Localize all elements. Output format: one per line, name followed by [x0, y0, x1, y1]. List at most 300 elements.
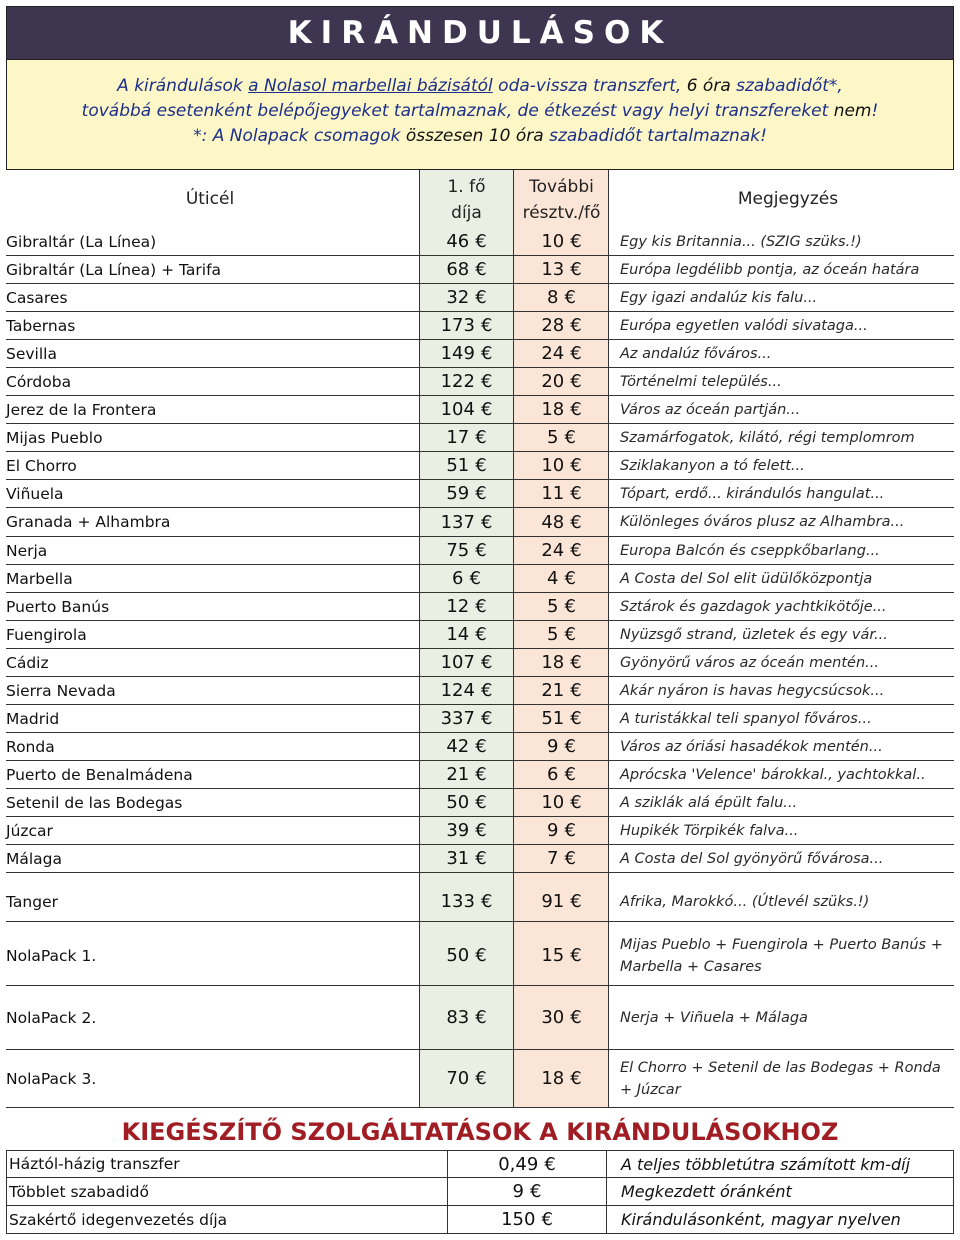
euro-icon: € — [570, 399, 582, 420]
price-extra — [514, 396, 609, 423]
euro-icon: € — [475, 231, 487, 252]
euro-icon: € — [564, 596, 576, 617]
destination-name — [6, 705, 416, 732]
table-row — [6, 508, 954, 537]
trip-note — [620, 1050, 954, 1107]
destination-text: NolaPack 1. — [6, 946, 97, 965]
destination-text: Granada + Alhambra — [6, 513, 171, 531]
price-first-value: 137 — [440, 511, 475, 533]
price-extra — [514, 733, 609, 760]
price-first-value: 337 — [440, 708, 475, 729]
trip-note — [620, 256, 954, 283]
price-extra-value: 91 — [541, 891, 565, 912]
service-name — [9, 1178, 149, 1205]
page-title: KIRÁNDULÁSOK — [287, 15, 673, 51]
destination-name — [6, 761, 416, 788]
price-extra-value: 18 — [541, 652, 565, 673]
price-extra-value: 7 — [547, 848, 559, 869]
euro-icon: € — [475, 848, 487, 869]
destination-name — [6, 565, 416, 592]
price-extra — [514, 1050, 609, 1107]
destination-name — [6, 228, 416, 255]
euro-icon: € — [564, 568, 576, 589]
destination-text: El Chorro — [6, 456, 77, 475]
service-name-text: Szakértő idegenvezetés díja — [9, 1210, 228, 1229]
price-extra — [514, 508, 609, 536]
service-note-text: Kirándulásonként, magyar nyelven — [621, 1210, 901, 1229]
price-first-value: 42 — [446, 736, 470, 757]
price-first-value: 31 — [446, 848, 470, 869]
service-note — [621, 1151, 910, 1177]
price-first — [419, 256, 514, 283]
price-first — [419, 1050, 514, 1107]
intro-highlight: összesen 10 óra — [405, 126, 544, 146]
price-extra — [514, 256, 609, 283]
price-extra — [514, 761, 609, 788]
trip-note-text: Tópart, erdő... kirándulós hangulat... — [620, 485, 885, 502]
trip-note-text: Európa egyetlen valódi sivataga... — [620, 317, 868, 334]
euro-icon: € — [475, 1068, 487, 1089]
price-extra-value: 51 — [541, 708, 565, 729]
service-note — [621, 1206, 901, 1233]
euro-icon: € — [564, 736, 576, 757]
price-extra-value: 21 — [541, 680, 565, 701]
price-first-value: 149 — [440, 343, 475, 364]
euro-icon: € — [480, 511, 493, 533]
intro-line-1 — [7, 74, 953, 99]
service-price — [447, 1151, 607, 1177]
euro-icon: € — [475, 764, 487, 785]
price-first-value: 50 — [446, 792, 470, 813]
destination-name — [6, 789, 416, 816]
price-extra-value: 5 — [547, 624, 559, 645]
trip-note-text: Gyönyörű város az óceán mentén... — [620, 654, 879, 671]
price-extra — [514, 649, 609, 676]
price-extra-value: 15 — [541, 945, 565, 966]
euro-icon: € — [570, 259, 582, 280]
price-extra — [514, 452, 609, 479]
price-first-value: 51 — [446, 455, 470, 476]
euro-icon: € — [475, 259, 487, 280]
destination-text: Mijas Pueblo — [6, 428, 103, 447]
intro-text: A kirándulások — [117, 76, 249, 96]
price-first — [419, 565, 514, 592]
extras-row — [6, 1178, 954, 1206]
destination-name — [6, 537, 416, 564]
trip-note — [620, 705, 954, 732]
table-row — [6, 733, 954, 761]
euro-icon: € — [480, 708, 493, 729]
table-row — [6, 537, 954, 565]
euro-icon: € — [480, 680, 493, 701]
price-extra — [514, 312, 609, 339]
intro-highlight: nem — [833, 101, 872, 121]
price-extra-value: 11 — [541, 483, 565, 504]
price-first — [419, 621, 514, 648]
intro-box — [6, 60, 954, 170]
trip-note — [620, 621, 954, 648]
trip-note — [620, 480, 954, 507]
trip-note — [620, 845, 954, 872]
price-extra — [514, 789, 609, 816]
price-first — [419, 424, 514, 451]
price-extra-value: 24 — [541, 343, 565, 364]
euro-icon: € — [475, 483, 487, 504]
euro-icon: € — [570, 315, 582, 336]
table-row — [6, 705, 954, 733]
price-first — [419, 733, 514, 760]
destination-name — [6, 926, 416, 985]
destination-name — [6, 1050, 416, 1107]
trip-note-text: Sziklakanyon a tó felett... — [620, 457, 805, 474]
table-row — [6, 284, 954, 312]
price-first — [419, 705, 514, 732]
price-extra — [514, 368, 609, 395]
table-row — [6, 452, 954, 480]
price-first — [419, 284, 514, 311]
destination-name — [6, 424, 416, 451]
destination-text: Córdoba — [6, 372, 72, 391]
destination-text: Gibraltár (La Línea) — [6, 232, 157, 251]
price-first — [419, 368, 514, 395]
trip-note-text: Afrika, Marokkó... (Útlevél szüks.!) — [620, 893, 870, 910]
trip-note — [620, 228, 954, 255]
service-note — [621, 1178, 792, 1205]
price-extra-value: 5 — [547, 427, 559, 448]
destination-text: Málaga — [6, 849, 63, 868]
header-price-extra-line2: résztv./fő — [522, 203, 601, 223]
header-destination: Úticél — [185, 189, 235, 209]
table-row — [6, 565, 954, 593]
price-extra — [514, 677, 609, 704]
euro-icon: € — [564, 848, 576, 869]
euro-icon: € — [570, 680, 582, 701]
service-price — [447, 1206, 607, 1233]
trip-note — [620, 649, 954, 676]
euro-icon: € — [570, 343, 582, 364]
price-first — [419, 649, 514, 676]
extras-row — [6, 1150, 954, 1178]
trip-note-text: Európa legdélibb pontja, az óceán határa — [620, 261, 920, 278]
trip-note — [620, 424, 954, 451]
table-row — [6, 312, 954, 340]
price-extra — [514, 845, 609, 872]
header-price-first-line2: díja — [451, 203, 482, 223]
price-first — [419, 817, 514, 844]
trip-note-text: Hupikék Törpikék falva... — [620, 822, 799, 839]
destination-name — [6, 284, 416, 311]
euro-icon: € — [480, 652, 493, 673]
intro-line-2 — [7, 99, 953, 124]
service-note-text: A teljes többletútra számított km-díj — [621, 1154, 911, 1174]
trip-note-text: Történelmi település... — [620, 373, 782, 390]
destination-text: Nerja — [6, 541, 48, 560]
destination-name — [6, 256, 416, 283]
euro-icon: € — [475, 427, 487, 448]
destination-name — [6, 396, 416, 423]
euro-icon: € — [570, 652, 582, 673]
trip-note — [620, 340, 954, 367]
price-first — [419, 340, 514, 367]
table-row — [6, 396, 954, 424]
destination-text: Júzcar — [6, 821, 53, 840]
trip-note-text: Nerja + Viñuela + Málaga — [620, 1009, 808, 1026]
euro-icon: € — [480, 371, 493, 392]
price-extra-value: 9 — [547, 820, 559, 841]
service-price-value: 0,49 — [498, 1153, 539, 1175]
price-first — [419, 312, 514, 339]
euro-icon: € — [570, 891, 582, 912]
price-extra — [514, 926, 609, 985]
euro-icon: € — [570, 1007, 582, 1028]
price-extra-value: 28 — [541, 315, 565, 336]
destination-text: Ronda — [6, 737, 55, 756]
table-row — [6, 845, 954, 873]
price-extra — [514, 705, 609, 732]
destination-text: Viñuela — [6, 484, 64, 503]
destination-text: NolaPack 3. — [6, 1069, 97, 1088]
price-first-value: 124 — [440, 680, 475, 701]
destination-name — [6, 733, 416, 760]
price-extra — [514, 480, 609, 507]
header-price-extra-line1: További — [529, 177, 594, 197]
price-extra-value: 5 — [547, 596, 559, 617]
price-extra-value: 18 — [541, 1068, 565, 1089]
destination-text: Tanger — [6, 892, 58, 911]
euro-icon: € — [475, 287, 487, 308]
price-first — [419, 926, 514, 985]
trip-note — [620, 312, 954, 339]
trip-note-text: Város az óceán partján... — [620, 401, 801, 418]
price-extra-value: 48 — [541, 511, 565, 533]
header-note: Megjegyzés — [737, 189, 839, 209]
price-extra-value: 10 — [541, 231, 565, 252]
service-price-value: 150 — [501, 1209, 536, 1230]
euro-icon: € — [475, 792, 487, 813]
destination-name — [6, 677, 416, 704]
price-extra — [514, 986, 609, 1049]
trip-note-text: A Costa del Sol gyönyörű fővárosa... — [620, 850, 884, 867]
destination-text: Madrid — [6, 709, 60, 728]
euro-icon: € — [480, 315, 493, 336]
euro-icon: € — [570, 945, 582, 966]
euro-icon: € — [564, 624, 576, 645]
price-first-value: 21 — [446, 764, 470, 785]
destination-name — [6, 845, 416, 872]
trip-note-text: El Chorro + Setenil de las Bodegas + Ronda + Júzcar — [620, 1059, 941, 1098]
trip-note — [620, 565, 954, 592]
trip-note — [620, 986, 954, 1049]
destination-text: Fuengirola — [6, 625, 87, 644]
price-extra — [514, 817, 609, 844]
trip-note — [620, 368, 954, 395]
trip-note — [620, 593, 954, 620]
destination-name — [6, 882, 416, 921]
trip-note — [620, 882, 954, 921]
euro-icon: € — [570, 231, 582, 252]
euro-icon: € — [564, 764, 576, 785]
intro-text: *: A Nolapack csomagok — [193, 126, 406, 146]
extras-row — [6, 1206, 954, 1234]
destination-text: Setenil de las Bodegas — [6, 793, 183, 812]
price-first-value: 173 — [440, 315, 475, 336]
trip-note — [620, 284, 954, 311]
trip-note-text: Egy kis Britannia... (SZIG szüks.!) — [620, 233, 862, 250]
destination-name — [6, 480, 416, 507]
euro-icon: € — [475, 1007, 487, 1028]
euro-icon: € — [570, 792, 582, 813]
euro-icon: € — [570, 371, 582, 392]
intro-base-link: a Nolasol marbellai bázisától — [248, 76, 493, 96]
price-first — [419, 508, 514, 536]
euro-icon: € — [570, 455, 582, 476]
euro-icon: € — [570, 483, 582, 504]
destination-name — [6, 312, 416, 339]
intro-line-3 — [7, 124, 953, 149]
title-bar — [6, 6, 954, 60]
euro-icon: € — [570, 511, 582, 533]
price-extra — [514, 537, 609, 564]
euro-icon: € — [475, 736, 487, 757]
destination-text: Sierra Nevada — [6, 681, 116, 700]
trip-note-text: Akár nyáron is havas hegycsúcsok... — [620, 682, 885, 699]
price-first-value: 75 — [446, 540, 470, 561]
destination-text: NolaPack 2. — [6, 1008, 97, 1027]
price-first-value: 133 — [440, 891, 475, 912]
intro-text: oda-vissza transzfert, — [492, 76, 687, 96]
destination-text: Puerto Banús — [6, 597, 110, 616]
table-row — [6, 1050, 954, 1108]
table-row — [6, 926, 954, 986]
price-first — [419, 845, 514, 872]
service-price-value: 9 — [512, 1181, 524, 1202]
trip-note-text: Az andalúz főváros... — [620, 345, 772, 362]
euro-icon: € — [475, 945, 487, 966]
price-first-value: 6 — [452, 568, 464, 589]
euro-icon: € — [564, 820, 576, 841]
table-row — [6, 256, 954, 284]
price-extra-value: 18 — [541, 399, 565, 420]
table-row — [6, 882, 954, 922]
price-first — [419, 789, 514, 816]
destination-text: Jerez de la Frontera — [6, 400, 157, 419]
trip-note — [620, 817, 954, 844]
price-first-value: 83 — [446, 1007, 470, 1028]
price-extra-value: 10 — [541, 455, 565, 476]
price-first — [419, 677, 514, 704]
destination-text: Tabernas — [6, 316, 76, 335]
trip-note — [620, 761, 954, 788]
price-first-value: 14 — [446, 624, 470, 645]
destination-name — [6, 508, 416, 536]
price-first — [419, 396, 514, 423]
intro-highlight: 6 óra — [686, 76, 731, 96]
euro-icon: € — [564, 427, 576, 448]
price-extra-value: 4 — [547, 568, 559, 589]
price-extra — [514, 621, 609, 648]
table-row — [6, 340, 954, 368]
euro-icon: € — [469, 568, 481, 589]
destination-name — [6, 649, 416, 676]
service-note-text: Megkezdett óránként — [621, 1182, 792, 1201]
price-first-value: 68 — [446, 259, 470, 280]
trip-note — [620, 926, 954, 985]
price-extra — [514, 424, 609, 451]
header-price-first-line1: 1. fő — [447, 177, 486, 197]
price-first-value: 104 — [440, 399, 475, 420]
price-first — [419, 986, 514, 1049]
price-extra-value: 8 — [547, 287, 559, 308]
table-row — [6, 480, 954, 508]
table-row — [6, 368, 954, 396]
trip-note — [620, 789, 954, 816]
euro-icon: € — [544, 1153, 556, 1175]
trip-note-text: A sziklák alá épült falu... — [620, 794, 798, 811]
price-extra-value: 30 — [541, 1007, 565, 1028]
euro-icon: € — [475, 540, 487, 561]
price-first — [419, 228, 514, 255]
table-row — [6, 761, 954, 789]
service-name-text: Háztól-házig transzfer — [9, 1155, 180, 1173]
service-name — [9, 1206, 227, 1233]
service-price — [447, 1178, 607, 1205]
price-extra — [514, 593, 609, 620]
destination-text: Marbella — [6, 569, 73, 588]
price-first-value: 39 — [446, 820, 470, 841]
trip-note-text: A Costa del Sol elit üdülőközpontja — [620, 570, 873, 587]
price-first — [419, 480, 514, 507]
price-first — [419, 593, 514, 620]
trip-note — [620, 396, 954, 423]
table-row — [6, 677, 954, 705]
price-first-value: 46 — [446, 231, 470, 252]
euro-icon: € — [570, 1068, 582, 1089]
euro-icon: € — [475, 455, 487, 476]
trip-note — [620, 508, 954, 536]
price-extra-value: 13 — [541, 259, 565, 280]
price-extra-value: 9 — [547, 736, 559, 757]
destination-text: Sevilla — [6, 344, 57, 363]
trip-note — [620, 733, 954, 760]
destination-text: Cádiz — [6, 653, 49, 672]
euro-icon: € — [475, 820, 487, 841]
intro-text: szabadidőt*, — [730, 76, 843, 96]
euro-icon: € — [570, 540, 582, 561]
trip-note-text: Sztárok és gazdagok yachtkikötője... — [620, 598, 887, 615]
price-extra-value: 24 — [541, 540, 565, 561]
table-row — [6, 789, 954, 817]
table-row — [6, 593, 954, 621]
extras-title: KIEGÉSZÍTŐ SZOLGÁLTATÁSOK A KIRÁNDULÁSOKHOZ — [121, 1118, 839, 1146]
intro-text: szabadidőt tartalmaznak! — [543, 126, 767, 146]
price-extra-value: 20 — [541, 371, 565, 392]
price-first — [419, 452, 514, 479]
service-name — [9, 1151, 180, 1177]
euro-icon: € — [480, 343, 493, 364]
price-extra — [514, 565, 609, 592]
trip-note-text: Nyüzsgő strand, üzletek és egy vár... — [620, 626, 888, 643]
intro-text: továbbá esetenként belépőjegyeket tartalmaznak, de étkezést vagy helyi transzfereket — [81, 101, 834, 121]
euro-icon: € — [541, 1209, 553, 1230]
trip-note — [620, 677, 954, 704]
euro-icon: € — [480, 399, 493, 420]
trip-note — [620, 452, 954, 479]
intro-text: ! — [871, 101, 879, 121]
price-first-value: 32 — [446, 287, 470, 308]
price-first-value: 70 — [446, 1068, 470, 1089]
trip-note-text: A turistákkal teli spanyol főváros... — [620, 710, 872, 727]
trip-note-text: Mijas Pueblo + Fuengirola + Puerto Banús + Marbella + Casares — [620, 936, 943, 975]
